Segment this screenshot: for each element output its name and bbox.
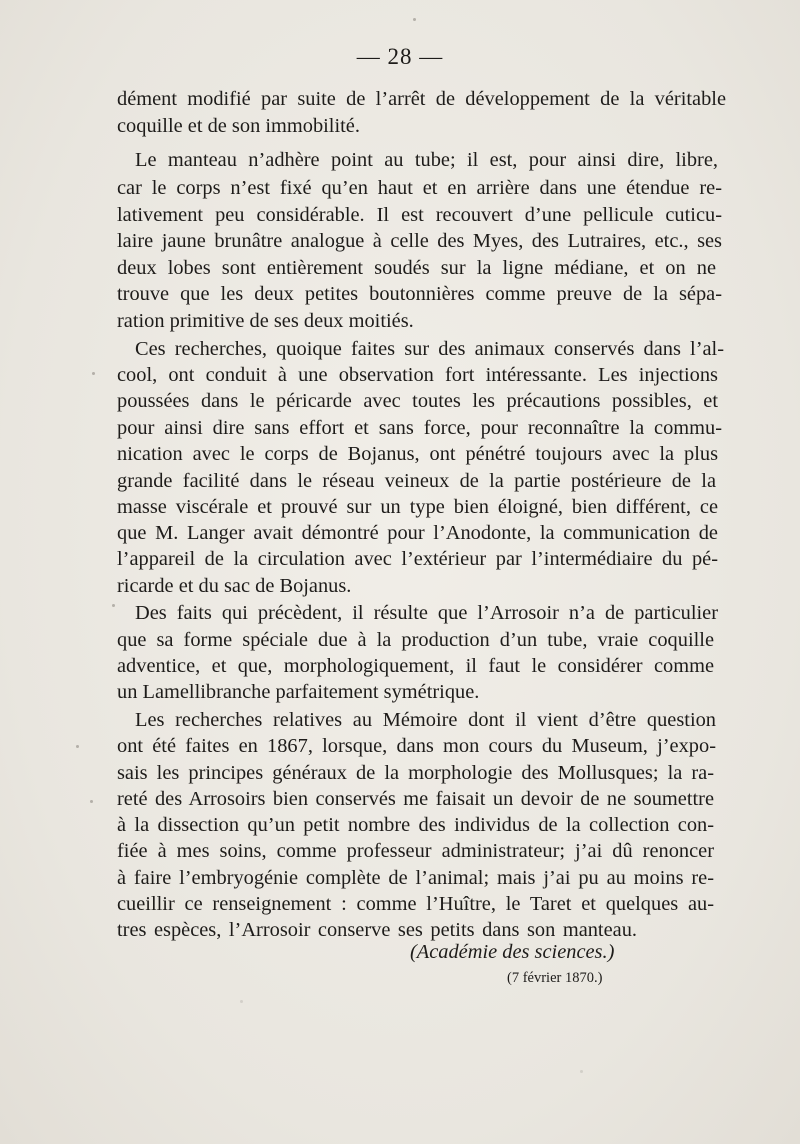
text-line: cueillir ce renseignement : comme l’Huître, le Taret et quelques au- — [117, 893, 714, 915]
text-line: Le manteau n’adhère point au tube; il est, pour ainsi dire, libre, — [135, 149, 718, 171]
text-line: reté des Arrosoirs bien conservés me faisait un devoir de ne soumettre — [117, 788, 714, 810]
paper-speck — [240, 1000, 243, 1003]
text-line: deux lobes sont entièrement soudés sur la ligne médiane, et on ne — [117, 257, 716, 279]
text-line: poussées dans le péricarde avec toutes les précautions possibles, et — [117, 390, 718, 412]
text-line: coquille et de son immobilité. — [117, 115, 360, 137]
paper-speck — [112, 604, 115, 607]
text-line: l’appareil de la circulation avec l’extérieur par l’intermédiaire du pé- — [117, 548, 718, 570]
text-line: Les recherches relatives au Mémoire dont il vient d’être question — [135, 709, 716, 731]
text-line: ricarde et du sac de Bojanus. — [117, 575, 352, 597]
text-line: que M. Langer avait démontré pour l’Anodonte, la communication de — [117, 522, 718, 544]
paper-speck — [92, 372, 95, 375]
text-line: masse viscérale et prouvé sur un type bien éloigné, bien différent, ce — [117, 496, 718, 518]
text-line: un Lamellibranche parfaitement symétrique. — [117, 681, 480, 703]
text-line: car le corps n’est fixé qu’en haut et en arrière dans une étendue re- — [117, 177, 722, 199]
text-line: pour ainsi dire sans effort et sans force, pour reconnaître la commu- — [117, 417, 722, 439]
text-line: ont été faites en 1867, lorsque, dans mon cours du Museum, j’expo- — [117, 735, 716, 757]
text-line: lativement peu considérable. Il est recouvert d’une pellicule cuticu- — [117, 204, 722, 226]
text-line: à faire l’embryogénie complète de l’animal; mais j’ai pu au moins re- — [117, 867, 714, 889]
text-line: Ces recherches, quoique faites sur des animaux conservés dans l’al- — [135, 338, 724, 360]
paper-speck — [580, 1070, 583, 1073]
text-line: laire jaune brunâtre analogue à celle des Myes, des Lutraires, etc., ses — [117, 230, 722, 252]
text-line: adventice, et que, morphologiquement, il faut le considérer comme — [117, 655, 714, 677]
text-line: fiée à mes soins, comme professeur administrateur; j’ai dû renoncer — [117, 840, 714, 862]
text-line: cool, ont conduit à une observation fort intéressante. Les injections — [117, 364, 718, 386]
paper-speck — [413, 18, 416, 21]
text-line: à la dissection qu’un petit nombre des individus de la collection con- — [117, 814, 714, 836]
signature: (Académie des sciences.) — [410, 941, 615, 963]
text-line: dément modifié par suite de l’arrêt de développement de la véritable — [117, 88, 726, 110]
text-line: ration primitive de ses deux moitiés. — [117, 310, 414, 332]
date: (7 février 1870.) — [507, 970, 603, 986]
page-number: — 28 — — [356, 44, 444, 69]
text-line: Des faits qui précèdent, il résulte que l’Arrosoir n’a de particulier — [135, 602, 718, 624]
text-line: grande facilité dans le réseau veineux de la partie postérieure de la — [117, 470, 716, 492]
text-line: sais les principes généraux de la morphologie des Mollusques; la ra- — [117, 762, 714, 784]
text-line: tres espèces, l’Arrosoir conserve ses petits dans son manteau. — [117, 919, 637, 941]
text-line: que sa forme spéciale due à la production d’un tube, vraie coquille — [117, 629, 714, 651]
text-line: nication avec le corps de Bojanus, ont pénétré toujours avec la plus — [117, 443, 718, 465]
text-line: trouve que les deux petites boutonnières comme preuve de la sépa- — [117, 283, 722, 305]
paper-speck — [76, 745, 79, 748]
paper-speck — [90, 800, 93, 803]
